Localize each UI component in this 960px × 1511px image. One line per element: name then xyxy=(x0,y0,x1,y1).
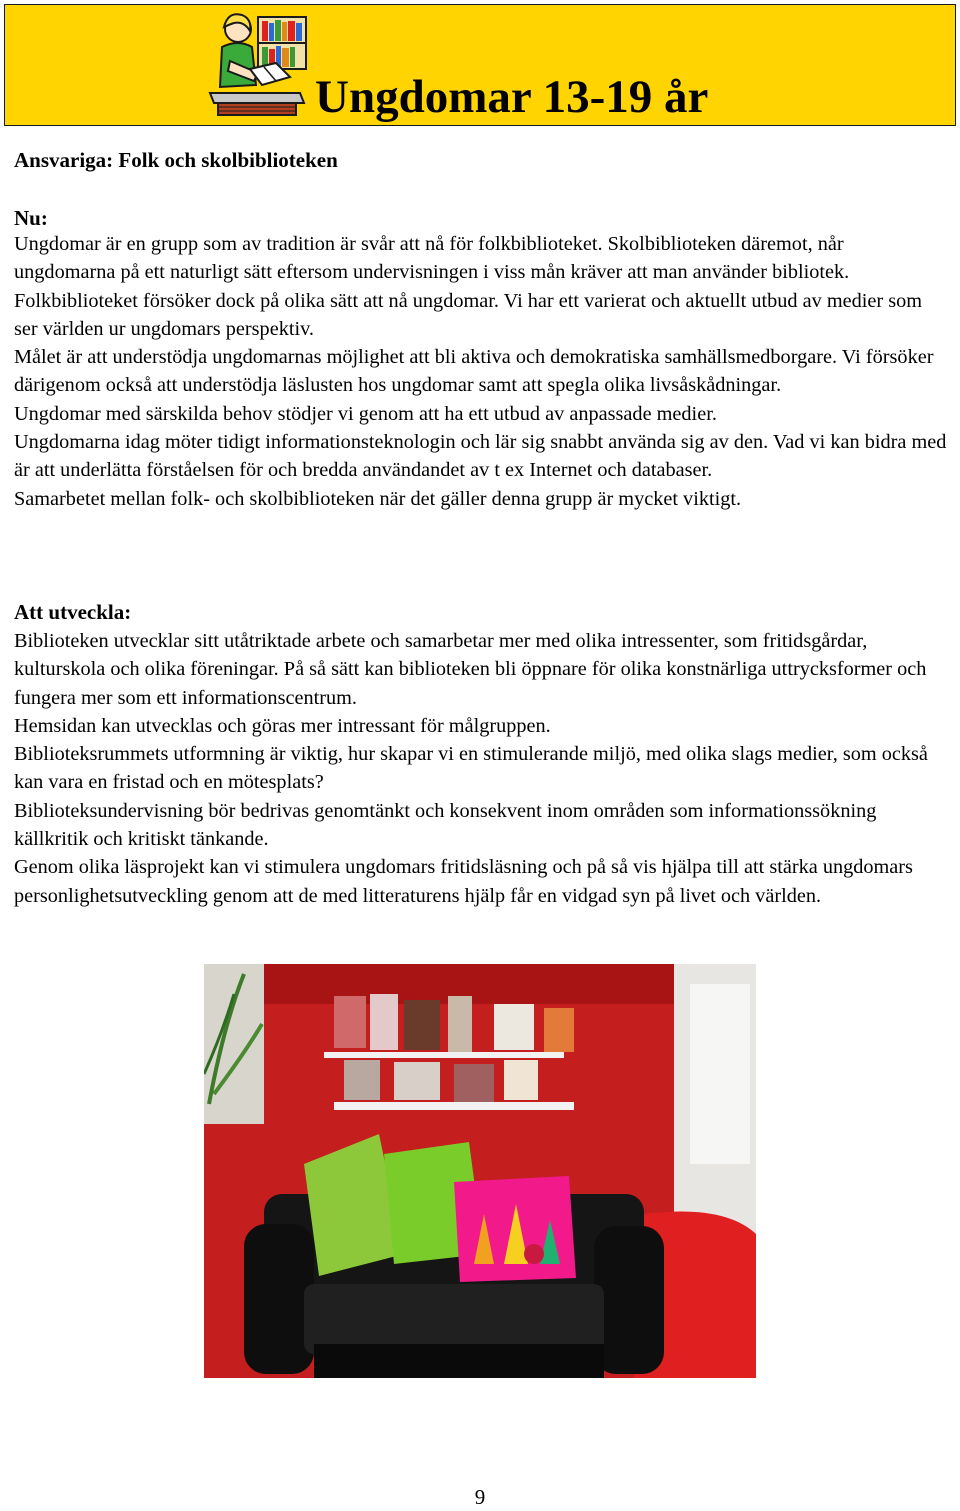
paragraph: Ungdomar är en grupp som av tradition är svår att nå för folkbiblioteket. Skolbiblioteken däremot, når ungdomarna på ett naturligt sätt eftersom undervisningen i viss mån kräver att man använder bibliotek. Folkbiblioteket försöker dock på olika sätt att nå ungdomar. Vi har ett varierat och aktuellt utbud av medier som ser världen ur ungdomars perspektiv. xyxy=(14,233,923,340)
responsible-line: Ansvariga: Folk och skolbiblioteken xyxy=(14,148,338,172)
section-body-now xyxy=(14,230,949,513)
paragraph: Biblioteksrummets utformning är viktig, hur skapar vi en stimulerande miljö, med olika slags medier, som också kan vara en fristad och en mötesplats? xyxy=(14,743,928,794)
library-reader-clipart-icon xyxy=(200,7,312,119)
section-body-develop xyxy=(14,627,949,910)
section-heading-now: Nu: xyxy=(14,206,48,230)
header-banner xyxy=(4,4,956,126)
paragraph: Hemsidan kan utvecklas och göras mer intressant för målgruppen. xyxy=(14,714,551,737)
paragraph: Biblioteken utvecklar sitt utåtriktade arbete och samarbetar mer med olika intressenter, som fritidsgårdar, kulturskola och olika föreningar. På så sätt kan biblioteken bli öppnare för olika konstnärliga uttrycksformer och fungera mer som ett informationscentrum. xyxy=(14,630,927,709)
page-title: Ungdomar 13-19 år xyxy=(315,71,709,123)
paragraph: Ungdomar med särskilda behov stödjer vi genom att ha ett utbud av anpassade medier. xyxy=(14,402,717,425)
paragraph: Biblioteksundervisning bör bedrivas genomtänkt och konsekvent inom områden som informationssökning källkritik och kritiskt tänkande. xyxy=(14,799,877,851)
paragraph: Ungdomarna idag möter tidigt informationsteknologin och lär sig snabbt använda sig av den. Vad vi kan bidra med är att underlätta förståelsen för och bredda användandet av t ex Internet och databaser. xyxy=(14,431,947,482)
reading-corner-photo xyxy=(204,964,756,1378)
paragraph: Samarbetet mellan folk- och skolbiblioteken när det gäller denna grupp är mycket viktigt. xyxy=(14,487,742,510)
paragraph: Genom olika läsprojekt kan vi stimulera ungdomars fritidsläsning och på så vis hjälpa till att stärka ungdomars personlighetsutveckling genom att de med litteraturens hjälp får en vidgad syn på livet och världen. xyxy=(14,856,913,907)
section-heading-develop: Att utveckla: xyxy=(14,600,132,624)
page-number: 9 xyxy=(474,1485,486,1509)
paragraph: Målet är att understödja ungdomarnas möjlighet att bli aktiva och demokratiska samhällsmedborgare. Vi försöker därigenom också att understödja läslusten hos ungdomar samt att spegla olika livsåskådningar. xyxy=(14,346,934,397)
